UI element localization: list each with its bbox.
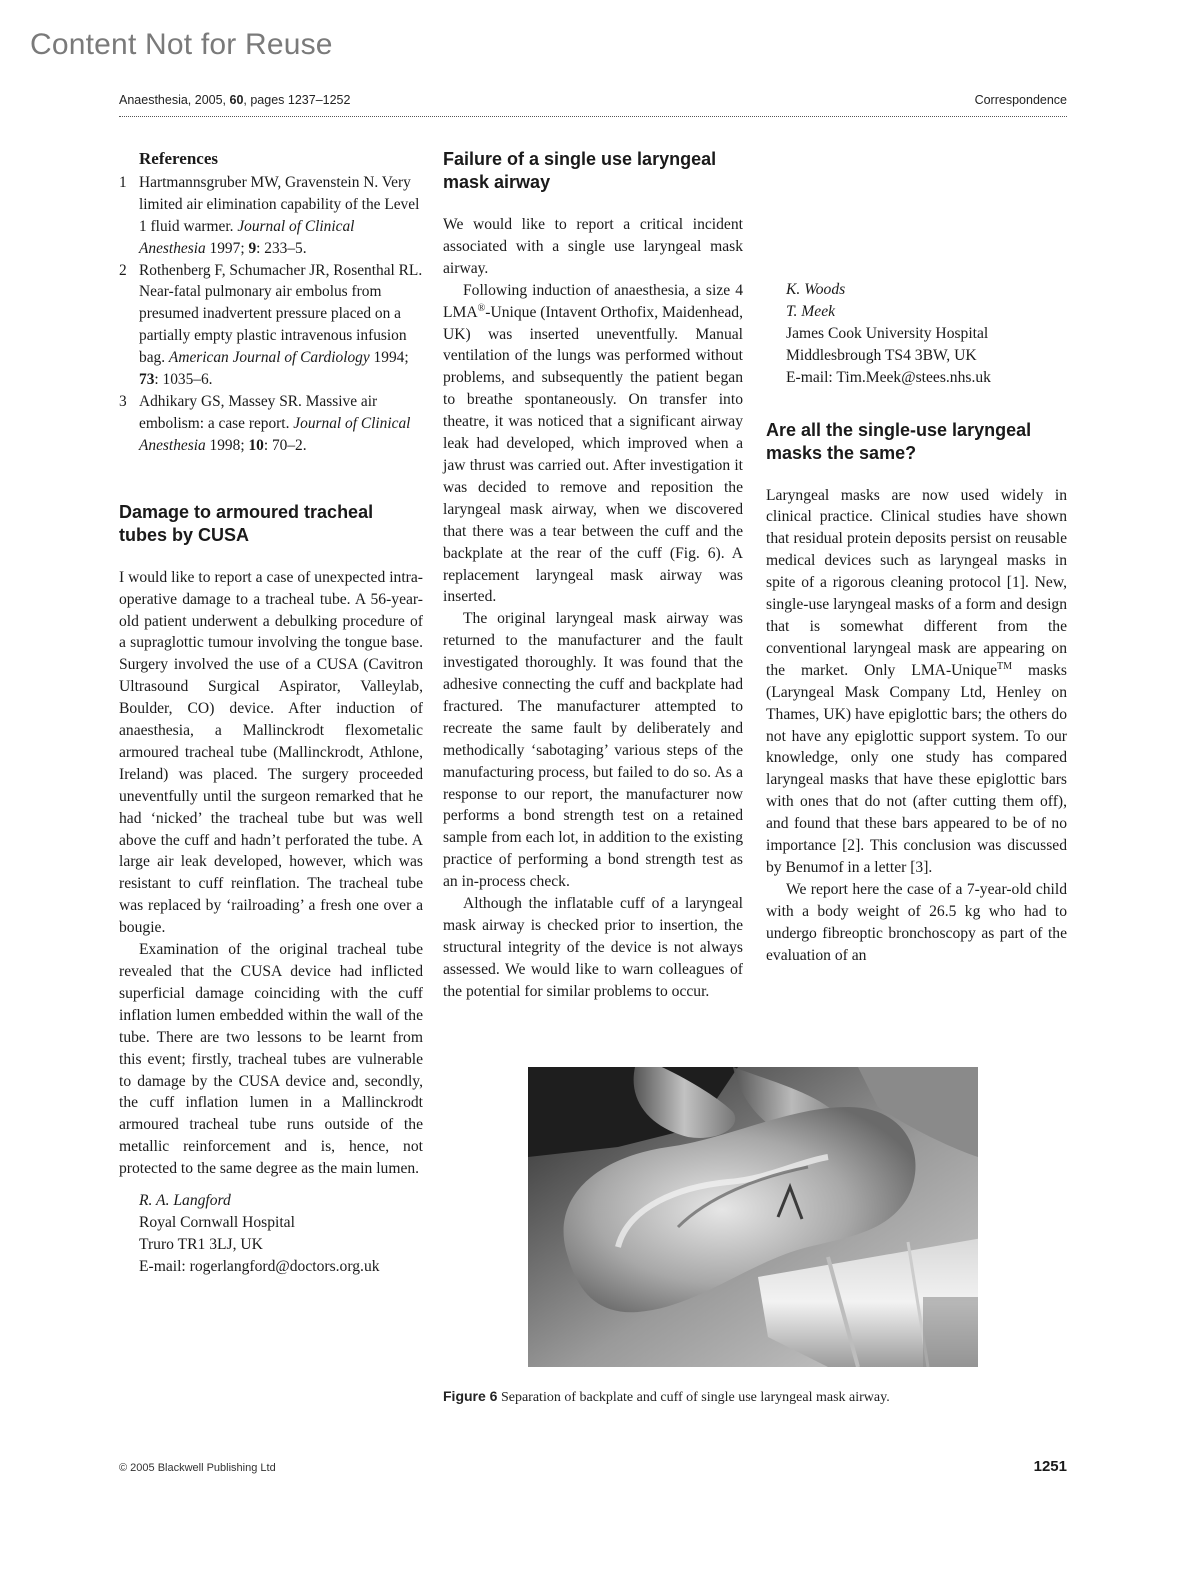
column-3 <box>766 148 1067 966</box>
author-affiliation: Royal Cornwall Hospital <box>139 1213 295 1231</box>
author-name: K. Woods <box>786 281 846 298</box>
figure-label: Figure 6 <box>443 1388 498 1404</box>
column-1 <box>119 148 423 1278</box>
article-title: Failure of a single use laryngeal mask airway <box>443 149 717 192</box>
running-head <box>119 93 1067 107</box>
page-number: 1251 <box>1033 1458 1067 1475</box>
reference-item: 3 Adhikary GS, Massey SR. Massive air embolism: a case report. Journal of Clinical Anesthesia 1998; 10: 70–2. <box>119 392 411 454</box>
reference-item: 2 Rothenberg F, Schumacher JR, Rosenthal RL. Near-fatal pulmonary air embolus from presumed inadvertent pressure placed on a partially empty plastic intravenous infusion bag. American Journal of Cardiology 1994; 73: 1035–6. <box>119 261 423 389</box>
reference-item: 1 Hartmannsgruber MW, Gravenstein N. Very limited air elimination capability of the Level 1 fluid warmer. Journal of Clinical Anesthesia 1997; 9: 233–5. <box>119 173 420 257</box>
author-email: E-mail: Tim.Meek@stees.nhs.uk <box>786 368 991 386</box>
article-title: Damage to armoured tracheal tubes by CUSA <box>119 501 374 545</box>
figure-caption <box>443 1388 1063 1406</box>
author-address: Middlesbrough TS4 3BW, UK <box>786 346 977 364</box>
section-name: Correspondence <box>974 93 1067 107</box>
author-name: R. A. Langford <box>139 1192 231 1210</box>
article-title: Are all the single-use laryngeal masks the same? <box>766 419 1032 463</box>
author-signature <box>786 279 1067 389</box>
column-2 <box>443 148 743 1003</box>
author-name: T. Meek <box>786 302 836 320</box>
body-paragraph: Laryngeal masks are now used widely in clinical practice. Clinical studies have shown that residual protein deposits persist on reusable medical devices such as laryngeal masks in spite of a rigorous cleaning protocol [1]. New, single-use laryngeal masks of a form and design that is somewhat different from the conventional laryngeal mask are appearing on the market. Only LMA-Unique™ masks (Laryngeal Mask Company Ltd, Henley on Thames, UK) have epiglottic bars; the others do not have any epiglottic support system. To our knowledge, only one study has compared laryngeal masks that have these epiglottic bars with ones that do not (after cutting them off), and found that these bars appeared to be of no importance [2]. This conclusion was discussed by Benumof in a letter [3]. <box>766 486 1067 876</box>
body-paragraph: Following induction of anaesthesia, a size 4 LMA®-Unique (Intavent Orthofix, Maidenhead, UK) was inserted uneventfully. Manual ventilation of the lungs was performed without problems, and subsequently the patient began to breathe spontaneously. On transfer into theatre, it was noticed that a significant airway leak had developed, which improved when a jaw thrust was carried out. After investigation it was decided to remove and reposition the laryngeal mask airway, when we discovered that there was a tear between the cuff and the backplate at the rear of the cuff (Fig. 6). A replacement laryngeal mask airway was inserted. <box>443 281 743 606</box>
body-paragraph: We would like to report a critical incident associated with a single use laryngeal mask airway. <box>443 216 743 277</box>
figure-6-photo <box>528 1067 978 1367</box>
laryngeal-mask-photo <box>528 1067 978 1367</box>
author-address: Truro TR1 3LJ, UK <box>139 1235 263 1253</box>
header-divider <box>119 116 1067 117</box>
caption-text: Separation of backplate and cuff of single use laryngeal mask airway. <box>497 1390 890 1405</box>
author-affiliation: James Cook University Hospital <box>786 324 989 342</box>
copyright-notice: © 2005 Blackwell Publishing Ltd <box>119 1462 276 1474</box>
references-list <box>119 172 423 457</box>
watermark: Content Not for Reuse <box>30 28 333 61</box>
body-paragraph: We report here the case of a 7-year-old child with a body weight of 26.5 kg who had to undergo fibreoptic bronchoscopy as part of the evaluation of an <box>766 880 1067 964</box>
journal-citation: Anaesthesia, 2005, 60, pages 1237–1252 <box>119 93 351 107</box>
body-paragraph: Although the inflatable cuff of a laryngeal mask airway is checked prior to insertion, the structural integrity of the device is not always assessed. We would like to warn colleagues of the potential for similar problems to occur. <box>443 895 743 1000</box>
body-paragraph: The original laryngeal mask airway was returned to the manufacturer and the fault investigated thoroughly. It was found that the adhesive connecting the cuff and backplate had fractured. The manufacturer attempted to recreate the same fault by deliberately and methodically ‘sabotaging’ various steps of the manufacturing process, but failed to do so. As a response to our report, the manufacturer now performs a bond strength test on a retained sample from each lot, in addition to the existing practice of performing a bond strength test as an in-process check. <box>443 610 743 891</box>
author-email: E-mail: rogerlangford@doctors.org.uk <box>139 1257 380 1275</box>
body-paragraph: Examination of the original tracheal tube revealed that the CUSA device had inflicted superficial damage coinciding with the cuff inflation lumen embedded within the wall of the tube. There are two lessons to be learnt from this event; firstly, tracheal tubes are vulnerable to damage by the CUSA device and, secondly, the cuff inflation lumen in a Mallinckrodt armoured tracheal tube runs outside of the metallic reinforcement and is, hence, not protected to the same degree as the main lumen. <box>119 941 423 1178</box>
author-signature <box>139 1190 423 1278</box>
references-title: References <box>139 149 218 168</box>
body-paragraph: I would like to report a case of unexpected intra-operative damage to a tracheal tube. A 56-year-old patient underwent a debulking procedure of a supraglottic tumour involving the tongue base. Surgery involved the use of a CUSA (Cavitron Ultrasound Surgical Aspirator, Valleylab, Boulder, CO) device. After induction of anaesthesia, a Mallinckrodt flexometalic armoured tracheal tube (Mallinckrodt, Athlone, Ireland) was placed. The surgery proceeded uneventfully until the surgeon remarked that he had ‘nicked’ the tracheal tube but was well above the cuff and hadn’t perforated the tube. A large air leak developed, however, which was resistant to cuff reinflation. The tracheal tube was replaced by ‘railroading’ a fresh one over a bougie. <box>119 568 423 937</box>
